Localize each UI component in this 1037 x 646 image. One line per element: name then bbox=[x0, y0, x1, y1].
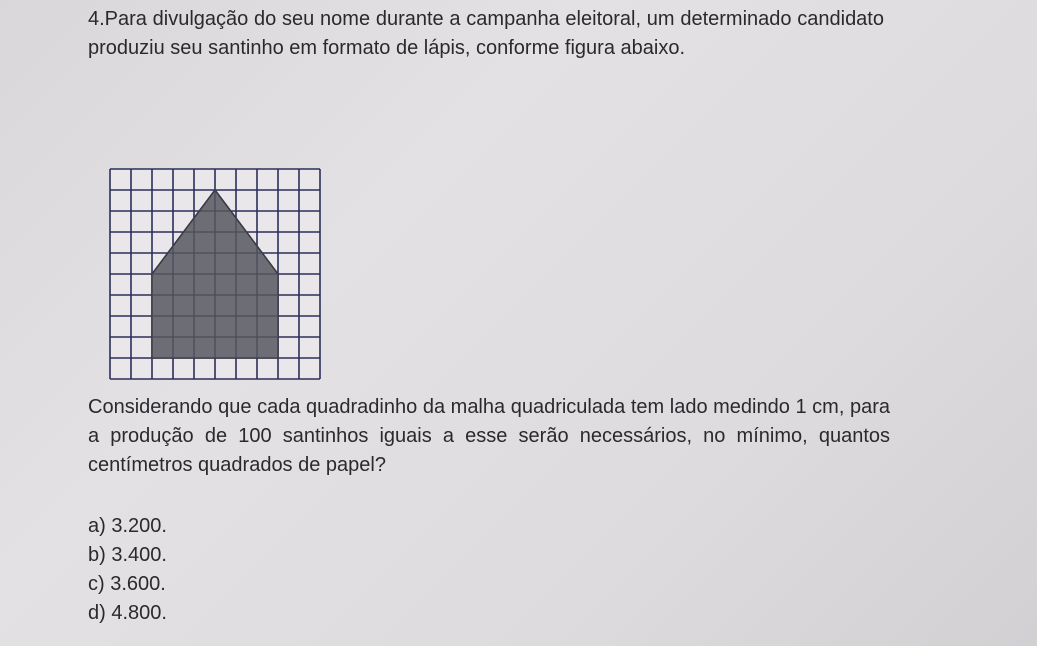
option-a-value: 3.200. bbox=[111, 515, 167, 537]
option-d[interactable] bbox=[88, 599, 167, 628]
option-c[interactable] bbox=[88, 570, 167, 599]
option-a[interactable] bbox=[88, 512, 167, 541]
option-d-value: 4.800. bbox=[111, 602, 167, 624]
option-a-letter: a) bbox=[88, 515, 106, 537]
answer-options bbox=[88, 512, 167, 628]
question-body: Considerando que cada quadradinho da malha quadriculada tem lado medindo 1 cm, para a produção de 100 santinhos iguais a esse serão necessários, no mínimo, quantos centímetros quadrados de papel? bbox=[88, 396, 890, 476]
option-b-value: 3.400. bbox=[111, 544, 167, 566]
option-c-letter: c) bbox=[88, 573, 105, 595]
question-intro: 4.Para divulgação do seu nome durante a campanha eleitoral, um determinado candidato produziu seu santinho em formato de lápis, conforme figura abaixo. bbox=[88, 8, 884, 59]
option-c-value: 3.600. bbox=[110, 573, 166, 595]
option-b-letter: b) bbox=[88, 544, 106, 566]
option-b[interactable] bbox=[88, 541, 167, 570]
pencil-grid-figure bbox=[108, 167, 322, 381]
option-d-letter: d) bbox=[88, 602, 106, 624]
